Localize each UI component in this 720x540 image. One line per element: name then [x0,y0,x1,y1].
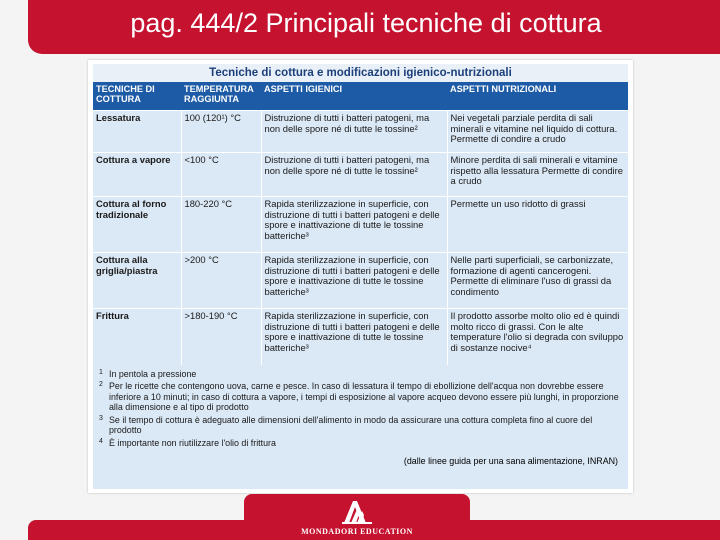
publisher-name: MONDADORI EDUCATION [301,527,413,536]
document-image [88,60,633,493]
table-header-row [93,82,628,111]
footnote [99,415,622,436]
footnote [99,381,622,413]
cell-method: Frittura [93,309,181,365]
cell-method: Cottura al forno tradizionale [93,197,181,253]
document-content [93,64,628,489]
footnotes [93,365,628,449]
column-header-temperature: TEMPERATURA RAGGIUNTA [181,82,261,111]
publisher-logo-icon [342,498,372,524]
cell-nutrition: Nei vegetali parziale perdita di sali minerali e vitamine nel liquido di cottura. Permette di condire a crudo [447,111,628,153]
cell-temperature: 100 (120¹) °C [181,111,261,153]
footnote-mark: 3 [99,414,103,422]
cell-method: Cottura alla griglia/piastra [93,253,181,309]
cell-temperature: >200 °C [181,253,261,309]
cell-method: Cottura a vapore [93,153,181,197]
table-row [93,197,628,253]
cell-nutrition: Il prodotto assorbe molto olio ed è quindi molto ricco di grassi. Con le alte temperature l'olio si degrada con sviluppo di sostanze nocive⁴ [447,309,628,365]
cell-nutrition: Minore perdita di sali minerali e vitamine rispetto alla lessatura Permette di condire a crudo [447,153,628,197]
source-citation: (dalle linee guida per una sana alimentazione, INRAN) [403,456,618,466]
footnote-mark: 4 [99,437,103,445]
cell-nutrition: Nelle parti superficiali, se carbonizzate, formazione di agenti cancerogeni. Permette di eliminare l'uso di grassi da condimento [447,253,628,309]
column-header-method: TECNICHE DI COTTURA [93,82,181,111]
cell-hygiene: Rapida sterilizzazione in superficie, con distruzione di tutti i batteri patogeni e delle spore e inattivazione di tutte le tossine batteriche³ [261,197,447,253]
table-row [93,153,628,197]
footnote-text: È importante non riutilizzare l'olio di frittura [109,437,276,448]
cell-method: Lessatura [93,111,181,153]
cell-temperature: >180-190 °C [181,309,261,365]
cell-hygiene: Distruzione di tutti i batteri patogeni, ma non delle spore né di tutte le tossine² [261,111,447,153]
cell-temperature: 180-220 °C [181,197,261,253]
footnote-text: Se il tempo di cottura è adeguato alle dimensioni dell'alimento in modo da assicurare una cottura completa fino al cuore del prodotto [109,414,593,435]
slide-title: pag. 444/2 Principali tecniche di cottura [130,8,602,38]
footnote [99,369,622,380]
table-row [93,309,628,365]
cooking-techniques-table [93,82,628,365]
footnote-mark: 2 [99,381,103,388]
footnote [99,438,622,449]
footnote-text: In pentola a pressione [109,368,197,379]
cell-hygiene: Rapida sterilizzazione in superficie, con distruzione di tutti i batteri patogeni e delle spore e inattivazione di tutte le tossine batteriche³ [261,253,447,309]
footnote-mark: 1 [99,368,103,376]
table-row [93,111,628,153]
cell-hygiene: Rapida sterilizzazione in superficie, con distruzione di tutti i batteri patogeni e delle spore e inattivazione di tutte le tossine batteriche³ [261,309,447,365]
cell-nutrition: Permette un uso ridotto di grassi [447,197,628,253]
publisher-logo [244,494,470,540]
column-header-hygiene: ASPETTI IGIENICI [261,82,447,111]
footnote-text: Per le ricette che contengono uova, carne e pesce. In caso di lessatura il tempo di ebollizione dell'acqua non dovrebbe essere inferiore a 10 minuti; in caso di cottura a vapore, i tempi di esposizione al vapore acqueo devono essere più lunghi, in proporzione alla dimensione e al tipo di prodotto [109,381,619,412]
cell-hygiene: Distruzione di tutti i batteri patogeni, ma non delle spore né di tutte le tossine² [261,153,447,197]
cell-temperature: <100 °C [181,153,261,197]
document-title: Tecniche di cottura e modificazioni igienico-nutrizionali [93,64,628,82]
table-row [93,253,628,309]
column-header-nutrition: ASPETTI NUTRIZIONALI [447,82,628,111]
